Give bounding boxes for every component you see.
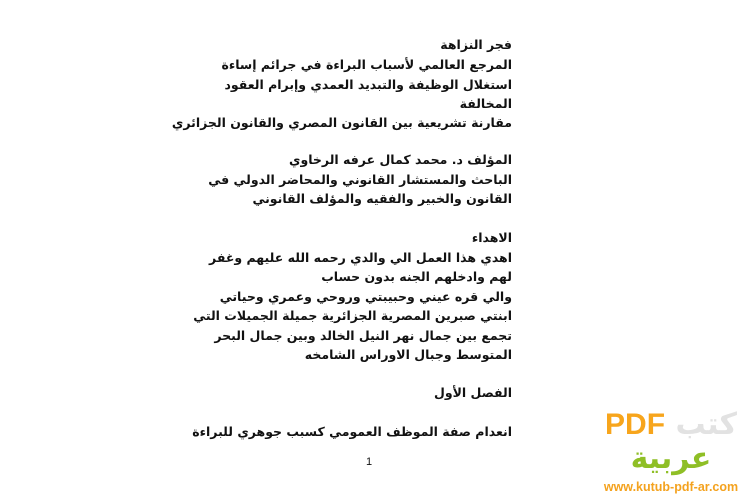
subtitle-line-2: استغلال الوظيفة والتبديد العمدي وإبرام العقود: [224, 77, 512, 92]
watermark-url: www.kutub-pdf-ar.com: [603, 480, 739, 494]
book-title: فجر النزاهة: [440, 37, 512, 52]
site-watermark: [596, 408, 746, 494]
author-bio-line-2: القانون والخبير والفقيه والمؤلف القانوني: [252, 191, 512, 206]
subtitle-line-3: المخالفة: [459, 96, 512, 111]
dedication-line-2: لهم وادخلهم الجنه بدون حساب: [321, 269, 512, 284]
author-bio-line-1: الباحث والمستشار القانوني والمحاضر الدولي في: [208, 172, 512, 187]
dedication-line-5: تجمع بين جمال نهر النيل الخالد وبين جمال البحر: [214, 328, 512, 343]
dedication-line-6: المتوسط وجبال الاوراس الشامخه: [304, 347, 512, 362]
watermark-title-green: عربية: [630, 441, 712, 476]
dedication-line-3: والي قره عيني وحبيبتي وروحي وعمري وحياتي: [219, 289, 512, 304]
subtitle-line-1: المرجع العالمي لأسباب البراءة في جرائم إساءة: [221, 57, 512, 72]
comparison-line: مقارنة تشريعية بين القانون المصري والقانون الجزائري: [171, 115, 512, 130]
dedication-line-1: اهدي هذا العمل الي والدي رحمه الله عليهم وغفر: [209, 250, 512, 265]
watermark-title-pdf: PDF: [605, 408, 666, 441]
watermark-title-light: كتب: [675, 407, 737, 442]
author-line: المؤلف د. محمد كمال عرفه الرخاوي: [289, 152, 512, 167]
chapter-section-title: انعدام صفة الموظف العمومي كسبب جوهري للبراءة: [192, 424, 512, 439]
dedication-line-4: ابنتي صبرين المصرية الجزائرية جميلة الجميلات التي: [193, 308, 512, 323]
watermark-logo-text: [596, 408, 746, 476]
chapter-heading: الفصل الأول: [433, 385, 512, 400]
dedication-heading: الاهداء: [471, 230, 512, 245]
page-number: 1: [366, 456, 373, 468]
